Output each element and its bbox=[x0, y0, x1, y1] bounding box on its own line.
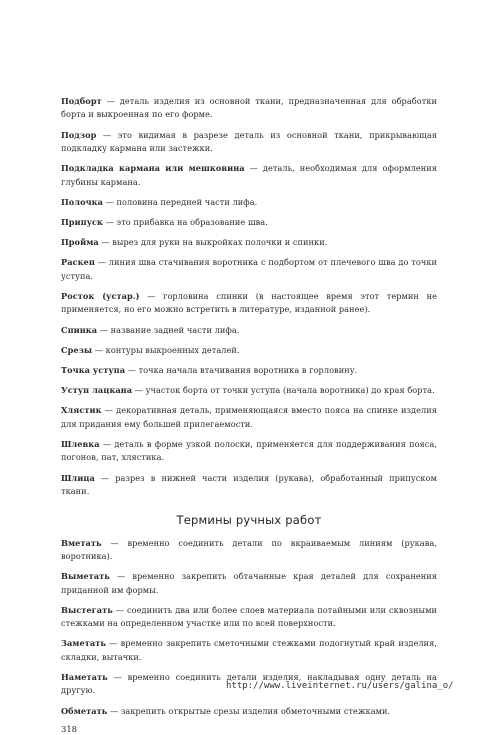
glossary-entry bbox=[61, 196, 437, 209]
entry-term: Вметать bbox=[61, 537, 102, 548]
entry-definition: — контуры выкроенных деталей. bbox=[92, 344, 240, 355]
entry-definition: — декоративная деталь, применяющаяся вместо пояса на спинке изделия для придания ему большей прилегаемости. bbox=[61, 405, 437, 429]
glossary-entry bbox=[61, 216, 437, 229]
entry-term: Спинка bbox=[61, 324, 98, 335]
entry-term: Росток (устар.) bbox=[61, 291, 140, 302]
glossary-entry bbox=[61, 570, 437, 597]
entry-definition: — это видимая в разрезе деталь из основной ткани, прикрывающая подкладку кармана или застежки. bbox=[61, 129, 437, 154]
entry-definition: — точка начала втачивания воротника в горловину. bbox=[125, 365, 358, 376]
entry-definition: — закрепить открытые срезы изделия обметочными стежками. bbox=[107, 705, 391, 716]
entry-term: Наметать bbox=[61, 671, 108, 682]
entry-definition: — половина передней части лифа. bbox=[103, 196, 258, 207]
entry-term: Шлица bbox=[61, 472, 95, 483]
entry-definition: — разрез в нижней части изделия (рукава), обработанный припуском ткани. bbox=[61, 472, 437, 497]
entry-definition: — соединить два или более слоев материала потайными или сквозными стежками на определенном участке или по всей поверхности. bbox=[61, 604, 437, 629]
section-title: Термины ручных работ bbox=[176, 512, 322, 527]
glossary-entry bbox=[61, 162, 437, 189]
glossary-entry bbox=[61, 438, 437, 465]
entry-term: Уступ лацкана bbox=[61, 385, 133, 396]
glossary-entry bbox=[61, 344, 437, 357]
entry-term: Раскеп bbox=[61, 257, 95, 268]
entry-term: Полочка bbox=[61, 196, 103, 207]
glossary-entry bbox=[61, 705, 437, 718]
page-number: 318 bbox=[61, 723, 77, 734]
glossary-entry bbox=[61, 637, 437, 664]
entry-definition: — вырез для руки на выкройках полочки и спинки. bbox=[98, 237, 328, 248]
glossary-entry bbox=[61, 472, 437, 499]
entry-definition: — горловина спинки (в настоящее время этот термин не применяется, но его можно встретить в литературе, изданной ранее). bbox=[61, 291, 437, 315]
entry-definition: — деталь в форме узкой полоски, применяется для поддерживания пояса, погонов, пат, хлястика. bbox=[61, 439, 437, 463]
entry-term: Точка уступа bbox=[61, 365, 126, 376]
glossary-entries bbox=[61, 95, 437, 499]
glossary-entry bbox=[61, 537, 437, 564]
glossary-entry bbox=[61, 290, 437, 317]
glossary-entry bbox=[61, 364, 437, 377]
entry-term: Подкладка кармана или мешковина bbox=[61, 163, 245, 174]
glossary-entry bbox=[61, 95, 437, 122]
entry-term: Подборт bbox=[61, 96, 102, 106]
entry-definition: — временно соединить детали изделия, накладывая одну деталь на другую. bbox=[61, 671, 437, 696]
entry-term: Выстегать bbox=[61, 604, 113, 615]
glossary-entry bbox=[61, 129, 437, 156]
entry-term: Хлястик bbox=[61, 405, 102, 416]
entry-definition: — деталь, необходимая для оформления глубины кармана. bbox=[61, 163, 438, 187]
entry-definition: — название задней части лифа. bbox=[97, 324, 240, 335]
entry-term: Срезы bbox=[61, 344, 93, 355]
entry-definition: — временно соединить детали по вкраиваемым линиям (рукава, воротника). bbox=[61, 537, 437, 561]
entry-definition: — линия шва стачивания воротника с подбортом от плечевого шва до точки уступа. bbox=[61, 257, 437, 281]
glossary-entry bbox=[61, 324, 437, 337]
entry-term: Шлевка bbox=[61, 439, 100, 450]
entry-definition: — это прибавка на образование шва. bbox=[103, 217, 268, 228]
entry-definition: — временно закрепить обтачанные края деталей для сохранения приданной им формы. bbox=[61, 571, 437, 595]
entry-term: Выметать bbox=[61, 571, 110, 582]
page-content bbox=[61, 95, 437, 735]
entry-definition: — временно закрепить сметочными стежками подогнутый край изделия, складки, вытачки. bbox=[61, 638, 437, 662]
glossary-entry bbox=[61, 404, 437, 431]
entry-term: Пройма bbox=[61, 237, 99, 248]
entry-term: Припуск bbox=[61, 217, 104, 228]
glossary-entry bbox=[61, 384, 437, 397]
glossary-entry bbox=[61, 236, 437, 249]
glossary-entry bbox=[61, 256, 437, 283]
entry-definition: — деталь изделия из основной ткани, предназначенная для обработки борта и выкроенная по его форме. bbox=[61, 96, 437, 120]
entry-term: Подзор bbox=[61, 129, 97, 140]
entry-term: Обметать bbox=[61, 705, 108, 716]
glossary-entry bbox=[61, 604, 437, 631]
watermark-url: http://www.liveinternet.ru/users/galina_o/ bbox=[226, 681, 454, 691]
entry-term: Заметать bbox=[61, 638, 106, 649]
entry-definition: — участок борта от точки уступа (начала воротника) до края борта. bbox=[132, 385, 435, 396]
